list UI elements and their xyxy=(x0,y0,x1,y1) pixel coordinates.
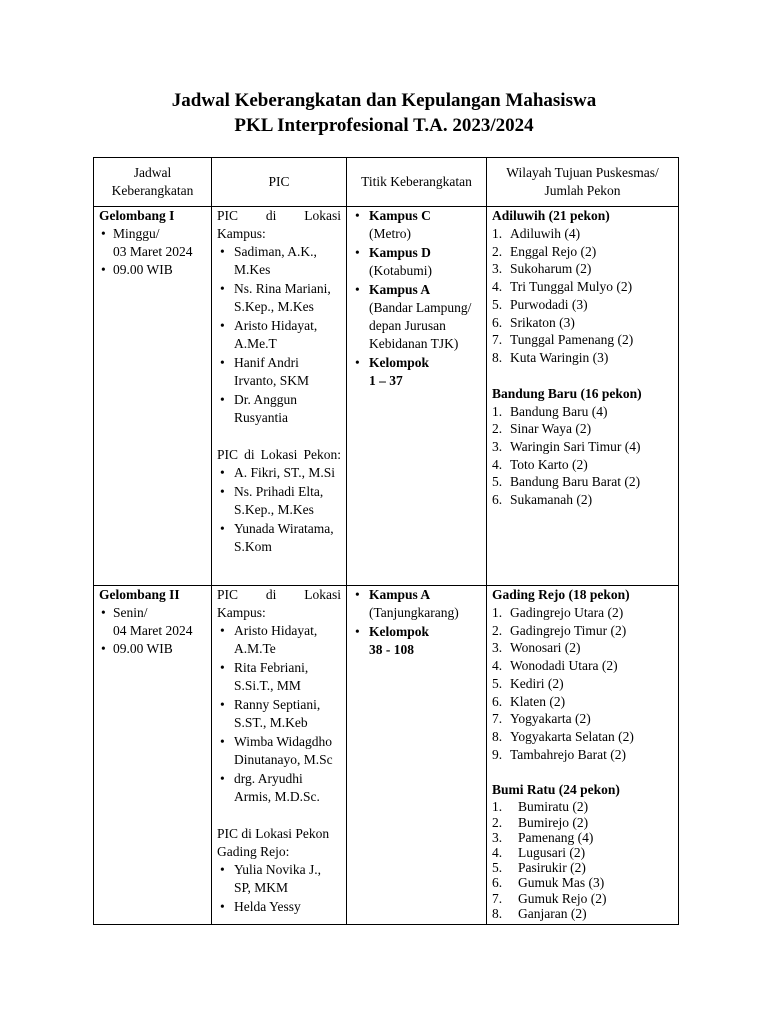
list-item: • Wimba Widagdho Dinutanayo, M.Sc xyxy=(217,733,341,769)
campus-detail: (Bandar Lampung/ depan Jurusan Kebidanan TJK) xyxy=(369,300,472,351)
campus-name: Kampus A xyxy=(369,587,431,602)
region-header: Bandung Baru (16 pekon) xyxy=(492,385,642,401)
pic-cell xyxy=(212,586,347,925)
list-item: 3. Sukoharum (2) xyxy=(492,261,592,277)
list-item: 3. Wonosari (2) xyxy=(492,640,581,656)
list-item: 4. Wonodadi Utara (2) xyxy=(492,658,618,674)
list-item: 8. Yogyakarta Selatan (2) xyxy=(492,728,634,744)
region-header: Adiluwih (21 pekon) xyxy=(492,208,610,223)
list-item: 4. Tri Tunggal Mulyo (2) xyxy=(492,279,633,295)
list-item: • Rita Febriani, S.Si.T., MM xyxy=(217,659,341,695)
region-header: Bumi Ratu (24 pekon) xyxy=(492,782,620,798)
title-line-2: PKL Interprofesional T.A. 2023/2024 xyxy=(234,115,534,136)
region-list xyxy=(492,799,673,921)
list-item: 7. Tunggal Pamenang (2) xyxy=(492,332,634,348)
document-title xyxy=(0,88,768,138)
campus-name: Kampus C xyxy=(369,208,431,223)
pic-pekon-label: PIC di Lokasi Pekon: xyxy=(217,447,341,462)
list-item xyxy=(99,225,206,261)
list-item: 3. Waringin Sari Timur (4) xyxy=(492,439,641,455)
schedule-table xyxy=(93,157,679,925)
gelombang-label: Gelombang I xyxy=(99,208,175,223)
header-titik: Titik Keberangkatan xyxy=(347,158,487,207)
header-wilayah: Wilayah Tujuan Puskesmas/ Jumlah Pekon xyxy=(487,158,679,207)
list-item xyxy=(352,623,481,659)
list-item: 1. Adiluwih (4) xyxy=(492,226,581,241)
title-line-1: Jadwal Keberangkatan dan Kepulangan Mahasiswa xyxy=(171,90,597,111)
jadwal-cell xyxy=(94,207,212,586)
list-item: • Aristo Hidayat, A.M.Te xyxy=(217,622,341,658)
list-item: 2. Enggal Rejo (2) xyxy=(492,243,597,259)
header-row xyxy=(94,158,679,207)
list-item: • Ns. Rina Mariani, S.Kep., M.Kes xyxy=(217,280,341,316)
list-item xyxy=(352,281,481,353)
campus-name: Kampus D xyxy=(369,245,431,260)
campus-name: Kampus A xyxy=(369,282,431,297)
list-item: 5. Purwodadi (3) xyxy=(492,296,588,312)
region-list xyxy=(492,225,673,367)
group-label: Kelompok xyxy=(369,624,430,639)
table-row xyxy=(94,586,679,925)
list-item: 2. Bumirejo (2) xyxy=(492,814,589,830)
list-item xyxy=(352,244,481,280)
list-item: 5. Bandung Baru Barat (2) xyxy=(492,474,641,490)
list-item: • Yunada Wiratama, S.Kom xyxy=(217,520,341,556)
list-item xyxy=(352,207,481,243)
campus-detail: (Kotabumi) xyxy=(369,263,432,278)
list-item: • 09.00 WIB xyxy=(99,640,206,658)
titik-cell xyxy=(347,207,487,586)
campus-detail: (Tanjungkarang) xyxy=(369,605,459,620)
header-pic: PIC xyxy=(212,158,347,207)
pic-kampus-label: PIC di Lokasi Kampus: xyxy=(217,208,341,241)
pic-pekon-label: PIC di Lokasi Pekon Gading Rejo: xyxy=(217,826,330,859)
date-text: 04 Maret 2024 xyxy=(113,623,193,638)
list-item: • Ns. Prihadi Elta, S.Kep., M.Kes xyxy=(217,483,341,519)
list-item xyxy=(99,604,206,640)
list-item: • Dr. Anggun Rusyantia xyxy=(217,391,341,427)
list-item: 4. Toto Karto (2) xyxy=(492,456,588,472)
list-item: 2. Gadingrejo Timur (2) xyxy=(492,622,627,638)
list-item: 6. Srikaton (3) xyxy=(492,314,575,330)
list-item: 6. Gumuk Mas (3) xyxy=(492,875,605,891)
group-range: 38 - 108 xyxy=(369,642,414,657)
group-label: Kelompok xyxy=(369,355,430,370)
list-item: • Ranny Septiani, S.ST., M.Keb xyxy=(217,696,341,732)
list-item: 1. Gadingrejo Utara (2) xyxy=(492,605,624,620)
list-item: • drg. Aryudhi Armis, M.D.Sc. xyxy=(217,770,341,806)
list-item: 1. Bandung Baru (4) xyxy=(492,403,608,419)
list-item: 8. Kuta Waringin (3) xyxy=(492,349,609,365)
list-item xyxy=(352,586,481,622)
list-item: 2. Sinar Waya (2) xyxy=(492,421,592,437)
list-item: 7. Gumuk Rejo (2) xyxy=(492,890,607,906)
list-item: 5. Kediri (2) xyxy=(492,675,564,691)
list-item: 6. Sukamanah (2) xyxy=(492,492,593,508)
list-item: • A. Fikri, ST., M.Si xyxy=(217,464,341,482)
list-item: 5. Pasirukir (2) xyxy=(492,860,586,876)
day-text: Senin/ xyxy=(113,605,148,620)
list-item: 9. Tambahrejo Barat (2) xyxy=(492,746,627,762)
region-list xyxy=(492,403,673,509)
list-item xyxy=(352,354,481,390)
list-item: 3. Pamenang (4) xyxy=(492,829,594,845)
region-header: Gading Rejo (18 pekon) xyxy=(492,587,630,602)
day-text: Minggu/ xyxy=(113,226,160,241)
list-item: • Hanif Andri Irvanto, SKM xyxy=(217,354,341,390)
table-row xyxy=(94,207,679,586)
list-item: • 09.00 WIB xyxy=(99,261,206,279)
list-item: 8. Ganjaran (2) xyxy=(492,905,587,921)
list-item: 6. Klaten (2) xyxy=(492,693,566,709)
gelombang-label: Gelombang II xyxy=(99,587,180,602)
region-list xyxy=(492,604,673,763)
pic-cell xyxy=(212,207,347,586)
list-item: 4. Lugusari (2) xyxy=(492,844,586,860)
list-item: 1. Bumiratu (2) xyxy=(492,799,589,815)
wilayah-cell xyxy=(487,586,679,925)
date-text: 03 Maret 2024 xyxy=(113,244,193,259)
list-item: 7. Yogyakarta (2) xyxy=(492,711,591,727)
list-item: • Aristo Hidayat, A.Me.T xyxy=(217,317,341,353)
list-item: • Helda Yessy xyxy=(217,898,341,916)
list-item: • Sadiman, A.K., M.Kes xyxy=(217,243,341,279)
jadwal-cell xyxy=(94,586,212,925)
header-jadwal: Jadwal Keberangkatan xyxy=(94,158,212,207)
list-item: • Yulia Novika J., SP, MKM xyxy=(217,861,341,897)
titik-cell xyxy=(347,586,487,925)
wilayah-cell xyxy=(487,207,679,586)
campus-detail: (Metro) xyxy=(369,226,411,241)
pic-kampus-label: PIC di Lokasi Kampus: xyxy=(217,587,341,620)
group-range: 1 – 37 xyxy=(369,373,403,388)
